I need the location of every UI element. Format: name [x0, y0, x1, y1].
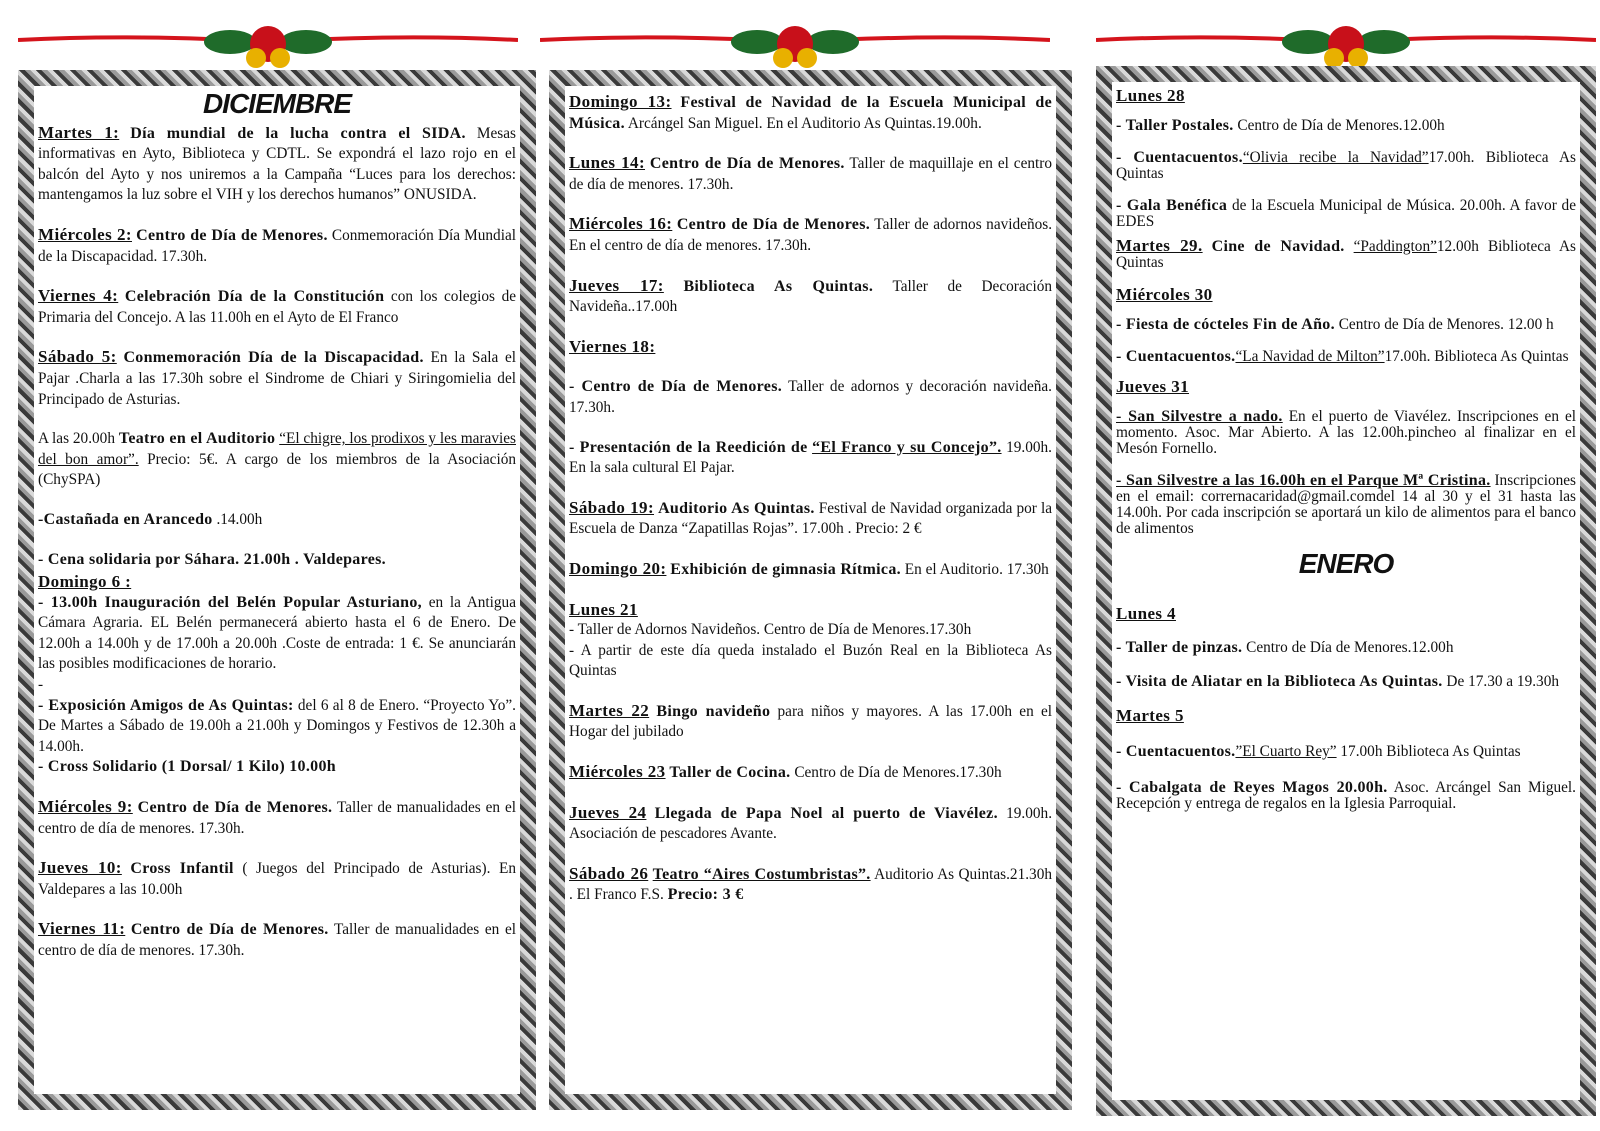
event-entry: Miércoles 16: Centro de Día de Menores. Taller de adornos navideños. En el centro de día de menores. 17.30h. — [569, 214, 1053, 254]
event-entry: Viernes 4: Celebración Día de la Constitución con los colegios de Primaria del Concejo. A las 11.00h en el Ayto de El Franco — [38, 286, 517, 326]
event-entry: Miércoles 2: Centro de Día de Menores. Conmemoración Día Mundial de la Discapacidad. 17.30h. — [38, 224, 516, 265]
event-entry: - Presentación de la Reedición de “El Franco y su Concejo”. 19.00h. En la sala cultural El Pajar. — [569, 438, 1052, 477]
event-entry-jueves-31: Jueves 31 - San Silvestre a nado. En el puerto de Viavélez. Inscripciones en el momento. Asoc. Mar Abierto. A las 12.00h.pincheo al finalizar en el Mesón Fornello. - San Silvestre a las 16.00h en el Parque Mª Cristina. Inscripciones en el email: corrernacaridad@gmail.comdel 14 al 30 y el 31 hasta las 14.00h. Por cada inscripción se aportará un kilo de alimentos para el banco de alimentos — [1116, 377, 1577, 537]
event-entry: Domingo 20: Exhibición de gimnasia Rítmica. En el Auditorio. 17.30h — [569, 558, 1049, 578]
event-entry: - Cena solidaria por Sáhara. 21.00h . Valdepares. — [38, 550, 386, 568]
event-entry: Martes 1: Día mundial de la lucha contra el SIDA. Mesas informativas en Ayto, Biblioteca y CDTL. Se expondrá el lazo rojo en el balcón del Ayto y nos uniremos a la Campaña “Luces para los derechos: mantengamos la luz sobre el VIH y los derechos humanos” ONUSIDA. — [38, 122, 516, 204]
month-title: ENERO — [1298, 548, 1394, 579]
event-entry-miercoles-30: Miércoles 30 - Fiesta de cócteles Fin de Año. Centro de Día de Menores. 12.00 h - Cuentacuentos.“La Navidad de Milton”17.00h. Biblioteca As Quintas — [1116, 285, 1569, 365]
event-entry: Miércoles 9: Centro de Día de Menores. Taller de manualidades en el centro de día de menores. 17.30h. — [38, 797, 517, 837]
event-entry: Sábado 19: Auditorio As Quintas. Festival de Navidad organizada por la Escuela de Danza “Zapatillas Rojas”. 17.00h . Precio: 2 € — [569, 497, 1052, 538]
event-entry: Jueves 10: Cross Infantil ( Juegos del Principado de Asturias). En Valdepares a las 10.00h — [38, 858, 516, 898]
holly-bells-ornament — [18, 14, 518, 76]
event-entry-lunes-28: Lunes 28 - Taller Postales. Centro de Día de Menores.12.00h - Cuentacuentos.“Olivia recibe la Navidad”17.00h. Biblioteca As Quintas - Gala Benéfica de la Escuela Municipal de Música. 20.00h. A favor de EDES — [1116, 86, 1576, 230]
event-entry: Domingo 13: Festival de Navidad de la Escuela Municipal de Música. Arcángel San Miguel. En el Auditorio As Quintas.19.00h. — [569, 92, 1052, 132]
event-entry: Sábado 26 Teatro “Aires Costumbristas”. Auditorio As Quintas.21.30h . El Franco F.S. Precio: 3 € — [569, 863, 1052, 904]
event-entry: Miércoles 23 Taller de Cocina. Centro de Día de Menores.17.30h — [569, 762, 1002, 782]
event-entry: Lunes 14: Centro de Día de Menores. Taller de maquillaje en el centro de día de menores. 17.30h. — [569, 153, 1053, 193]
event-entry-martes-5: Martes 5 - Cuentacuentos.”El Cuarto Rey” 17.00h Biblioteca As Quintas - Cabalgata de Reyes Magos 20.00h. Asoc. Arcángel San Miguel. Recepción y entrega de regalos en la Iglesia Parroquial. — [1116, 706, 1577, 812]
event-entry-martes-29: Martes 29. Cine de Navidad. “Paddington”12.00h Biblioteca As Quintas — [1116, 236, 1576, 271]
event-entry: -Castañada en Arancedo .14.00h — [38, 510, 263, 528]
event-entry: Viernes 11: Centro de Día de Menores. Taller de manualidades en el centro de día de menores. 17.30h. — [38, 919, 517, 959]
december-january-panel-3 — [1096, 66, 1596, 1116]
event-entry: Jueves 17: Biblioteca As Quintas. Taller de Decoración Navideña..17.00h — [569, 275, 1053, 316]
holly-bells-ornament — [540, 14, 1050, 76]
event-entry-lunes-21: Lunes 21 - Taller de Adornos Navideños. Centro de Día de Menores.17.30h - A partir de este día queda instalado el Buzón Real en la Biblioteca As Quintas — [569, 599, 1052, 680]
event-entry: Jueves 24 Llegada de Papa Noel al puerto de Viavélez. 19.00h. Asociación de pescadores Avante. — [569, 802, 1053, 843]
event-entry: Viernes 18: — [569, 336, 656, 356]
event-entry: Sábado 5: Conmemoración Día de la Discapacidad. En la Sala el Pajar .Charla a las 17.30h sobre el Sindrome de Chiari y Siringomielia del Principado de Asturias. — [38, 347, 517, 408]
december-panel-1 — [18, 70, 536, 1110]
event-entry: - Centro de Día de Menores. Taller de adornos y decoración navideña. 17.30h. — [569, 378, 1052, 416]
event-entry-lunes-4: Lunes 4 - Taller de pinzas. Centro de Día de Menores.12.00h - Visita de Aliatar en la Biblioteca As Quintas. De 17.30 a 19.30h — [1116, 604, 1559, 690]
event-entry: Martes 22 Bingo navideño para niños y mayores. A las 17.00h en el Hogar del jubilado — [569, 700, 1052, 741]
event-entry-domingo-6: Domingo 6 : - 13.00h Inauguración del Belén Popular Asturiano, en la Antigua Cámara Agraria. EL Belén permanecerá abierto hasta el 6 de Enero. De 12.00h a 14.00h y de 17.00h a 20.00h .Coste de entrada: 1 €. Se anunciarán las posibles modificaciones de horario. - - Exposición Amigos de As Quintas: del 6 al 8 de Enero. “Proyecto Yo”. De Martes a Sábado de 19.00h a 21.00h y Domingos y Festivos de 12.30h a 14.00h. - Cross Solidario (1 Dorsal/ 1 Kilo) 10.00h — [38, 572, 516, 776]
event-entry: A las 20.00h Teatro en el Auditorio “El chigre, los prodixos y les maravies del bon amor”. Precio: 5€. A cargo de los miembros de la Asociación (ChySPA) — [38, 430, 517, 489]
december-panel-2 — [549, 70, 1072, 1110]
month-title: DICIEMBRE — [202, 88, 352, 119]
